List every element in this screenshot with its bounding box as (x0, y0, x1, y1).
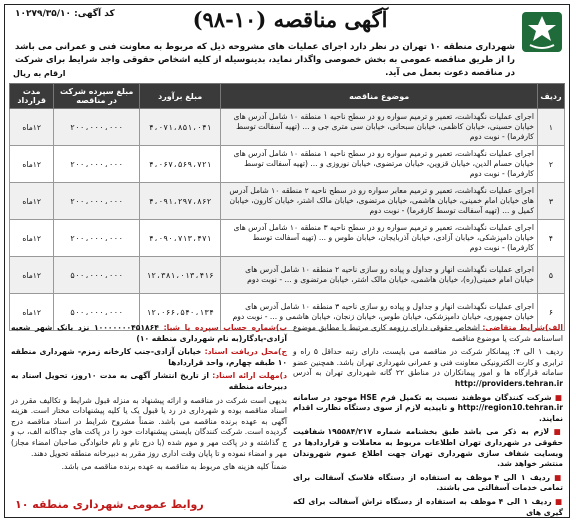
intro-text: شهرداری منطقه ۱۰ تهران در نظر دارد اجرای عملیات های مشروحه ذیل که مربوط به معاونت فنی و عمرانی می باشد را از طریق مناقصه عمومی به بخش خصوصی واگذار نماید، بدینوسیله از کلیه اشخاص حقوقی واجد شرایط برای شرکت در مناقصه دعوت بعمل می آید. (15, 42, 516, 78)
cell-subject: اجرای عملیات نگهداشت انهار و جداول و پیاده رو سازی ناحیه ۳ منطقه ۱۰ شامل آدرس های خیابان جمهوری، خیابان دامپزشکی، خیابان طوس، خیابان زنجان، خیابان هاشمی و ... - نوبت دوم (221, 294, 538, 331)
cell-estimate: ۴،۰۹۰،۷۱۳،۴۷۱ (139, 220, 220, 257)
cost-note: ضمناً کلیه هزینه های مربوط به مناقصه به عهده برنده مناقصه می باشد. (61, 462, 287, 472)
cell-estimate: ۱۲،۰۶۶،۵۴۰،۱۳۴ (139, 294, 220, 331)
documents-location: ج)محل دریافت اسناد: خیابان آزادی-جنب کارخانه زمزم- شهرداری منطقه ۱۰ طبقه چهارم، واحد قراردادها (11, 347, 287, 367)
col-header-deposit: مبلغ سپرده شرکت در مناقصه (54, 84, 140, 109)
bullet-icon: ■ (554, 496, 563, 506)
conditions-column-left (11, 323, 287, 476)
cell-estimate: ۴،۰۷۱،۸۵۱،۰۴۱ (139, 109, 220, 146)
cell-deposit: ۲۰۰،۰۰۰،۰۰۰ (54, 109, 140, 146)
cell-subject: اجرای عملیات نگهداشت، تعمیر و ترمیم سواره رو در سطح ناحیه ۱ منطقه ۱۰ شامل آدرس های خیابان حسام الدین، خیابان قزوین، خیابان مرتضوی، خیابان نوروزی و ... (تهیه آسفالت توسط کارفرما) - نوبت دوم (221, 146, 538, 183)
cell-row: ۱ (537, 109, 564, 146)
cell-deposit: ۵۰۰،۰۰۰،۰۰۰ (54, 257, 140, 294)
condition-hse: ■ شرکت کنندگان موظفند نسبت به تکمیل فرم HSE موجود در سامانه http://region10.tehran.ir و تاییدیه لازم از سوی دستگاه نظارت اقدام نمایند. (293, 392, 563, 423)
region10-link[interactable]: http://region10.tehran.ir (457, 403, 563, 413)
general-terms: بدیهی است شرکت در مناقصه و ارائه پیشنهاد به منزله قبول شرایط و تکالیف مقرر در اسناد مناقصه بوده و شهرداری در رد یا قبول یک یا کلیه پیشنهادات مختار است. هزینه آگهی به عهده برنده مناقصه می باشد. ضمناً مشروح شرایط در اسناد مناقصه درج گردیده است. شرکت کنندگان بایستی پیشنهادات خود را در پاکت های جداگانه الف، ب و ج گذاشته و در پاکت مهر و موم شده (با درج نام و نام خانوادگی صاحبان امضاء مجاز) مهر و امضاء نموده و تا پایان وقت اداری روز مقرر به دبیرخانه منطقه تحویل دهند. (11, 395, 287, 458)
cell-estimate: ۴،۰۶۷،۵۶۹،۷۲۱ (139, 146, 220, 183)
table-row (10, 183, 565, 220)
cell-estimate: ۱۲،۳۸۱،۰۱۳،۴۱۶ (139, 257, 220, 294)
table-row (10, 109, 565, 146)
condition-transparency: ■ لازم به ذکر می باشد طبق بخشنامه شماره ۱۹۵۵۸۴/۲۱۷ شفافیت حقوقی در شهرداری تهران اطلاعات مربوط به معاملات و قراردادها در وبسایت شفاف سازی شهرداری تهران جهت اطلاع عموم شهروندان منتشر خواهد شد. (293, 427, 563, 469)
col-header-estimate: مبلغ برآورد (139, 84, 220, 109)
condition-milling: ■ ردیف ۱ الی ۴ موظف به استفاده از دستگاه تراش آسفالت برای لکه گیری های (293, 496, 563, 517)
table-header-row (10, 84, 565, 109)
conditions-column-right (293, 323, 563, 521)
col-header-row: ردیف (537, 84, 564, 109)
public-relations-signature: روابط عمومی شهرداری منطقه ۱۰ (15, 498, 204, 511)
cell-subject: اجرای عملیات نگهداشت، تعمیر و ترمیم سواره رو در سطح ناحیه ۱ منطقه ۱۰ شامل آدرس های خیابان حسینی، خیابان کاظمی، خیابان سبحانی، خیابان سی متری جی و ... (تهیه آسفالت توسط کارفرما) - نوبت دوم (221, 109, 538, 146)
col-header-duration: مدت قرارداد (10, 84, 54, 109)
cell-row: ۵ (537, 257, 564, 294)
bullet-icon: ■ (553, 427, 563, 437)
cell-subject: اجرای عملیات نگهداشت انهار و جداول و پیاده رو سازی ناحیه ۲ منطقه ۱۰ شامل آدرس های خیابان امام خمینی(ره)، خیابان هاشمی، خیابان مالک اشتر، خیابان مرتضوی و ... - نوبت دوم (221, 257, 538, 294)
cell-row: ۲ (537, 146, 564, 183)
cell-duration: ۱۲ماه (10, 257, 54, 294)
ad-code: کد آگهی: ۱۰۲۷۹/۳۵/۱۰ (15, 9, 115, 19)
deposit-account: ب)شماره حساب سپرده یا شبا: ۱۰۰۰۰۰۰۰۴۵۱۸۶۴ نزد بانک شهر شعبه آزادی-یادگار(به نام شهرداری منطقه ۱۰) (11, 323, 287, 343)
cell-deposit: ۲۰۰،۰۰۰،۰۰۰ (54, 146, 140, 183)
cell-duration: ۱۲ماه (10, 183, 54, 220)
tender-ad-page (4, 4, 570, 518)
providers-link[interactable]: http://providers.tehran.ir (454, 378, 563, 388)
submission-deadline: د)مهلت ارائه اسناد: از تاریخ انتشار آگهی به مدت ۱۰روز، تحویل اسناد به دبیرخانه منطقه (11, 371, 287, 391)
col-header-subject: موضوع مناقصه (221, 84, 538, 109)
cell-deposit: ۲۰۰،۰۰۰،۰۰۰ (54, 220, 140, 257)
cell-row: ۳ (537, 183, 564, 220)
table-row (10, 257, 565, 294)
cell-row: ۴ (537, 220, 564, 257)
cell-duration: ۱۲ماه (10, 109, 54, 146)
cell-duration: ۱۲ماه (10, 220, 54, 257)
table-row (10, 146, 565, 183)
condition-flask: ■ ردیف ۱ الی ۴ موظف به استفاده از دستگاه فلاسک آسفالت برای تمامی خدمات آسفالتی می باشند. (293, 472, 563, 493)
condition-applicant: الف)شرایط متقاضی: اشخاص حقوقی دارای رزومه کاری مرتبط با مطابق موضوع اساسنامه شرکت یا موضوع مناقصه (293, 323, 563, 343)
condition-rank: ردیف ۱ الی ۴: پیمانکار شرکت در مناقصه می بایست، دارای رتبه حداقل ۵ راه و ترابری و کارت الکترونیکی معاونت فنی و عمرانی شهرداری تهران باشد. همچنین عضو سامانه قرارگاه ها و امور پیمانکاران در مناطق ۲۲ گانه شهرداری تهران به آدرس http://providers.tehran.ir (293, 347, 563, 388)
cell-duration: ۱۲ماه (10, 294, 54, 331)
amount-unit: ارقام به ریال (13, 69, 66, 78)
bullet-icon: ■ (554, 392, 563, 402)
cell-deposit: ۲۰۰،۰۰۰،۰۰۰ (54, 183, 140, 220)
cell-subject: اجرای عملیات نگهداشت، تعمیر و ترمیم سواره رو در سطح ناحیه ۳ منطقه ۱۰ شامل آدرس های خیابان دامپزشکی، خیابان آزادی، خیابان آذربایجان، خیابان طوس و ... (تهیه آسفالت توسط کارفرما) - نوبت دوم (221, 220, 538, 257)
cell-deposit: ۵۰۰،۰۰۰،۰۰۰ (54, 294, 140, 331)
cell-duration: ۱۲ماه (10, 146, 54, 183)
table-row (10, 220, 565, 257)
bullet-icon: ■ (554, 472, 563, 482)
cell-estimate: ۴،۰۹۱،۲۹۷،۸۶۲ (139, 183, 220, 220)
cell-row: ۶ (537, 294, 564, 331)
page-title: آگهی مناقصه (۱۰-۹۸) (192, 7, 388, 32)
tehran-municipality-logo-icon (521, 11, 563, 53)
cell-subject: اجرای عملیات نگهداشت، تعمیر و ترمیم معابر سواره رو در سطح ناحیه ۲ منطقه ۱۰ شامل آدرس های خیابان امام خمینی، خیابان هاشمی، خیابان مرتضوی، خیابان مالک اشتر، خیابان کارون، خیابان کمیل و ... (تهیه آسفالت توسط کارفرما) - نوبت دوم (221, 183, 538, 220)
tender-table (9, 83, 565, 331)
